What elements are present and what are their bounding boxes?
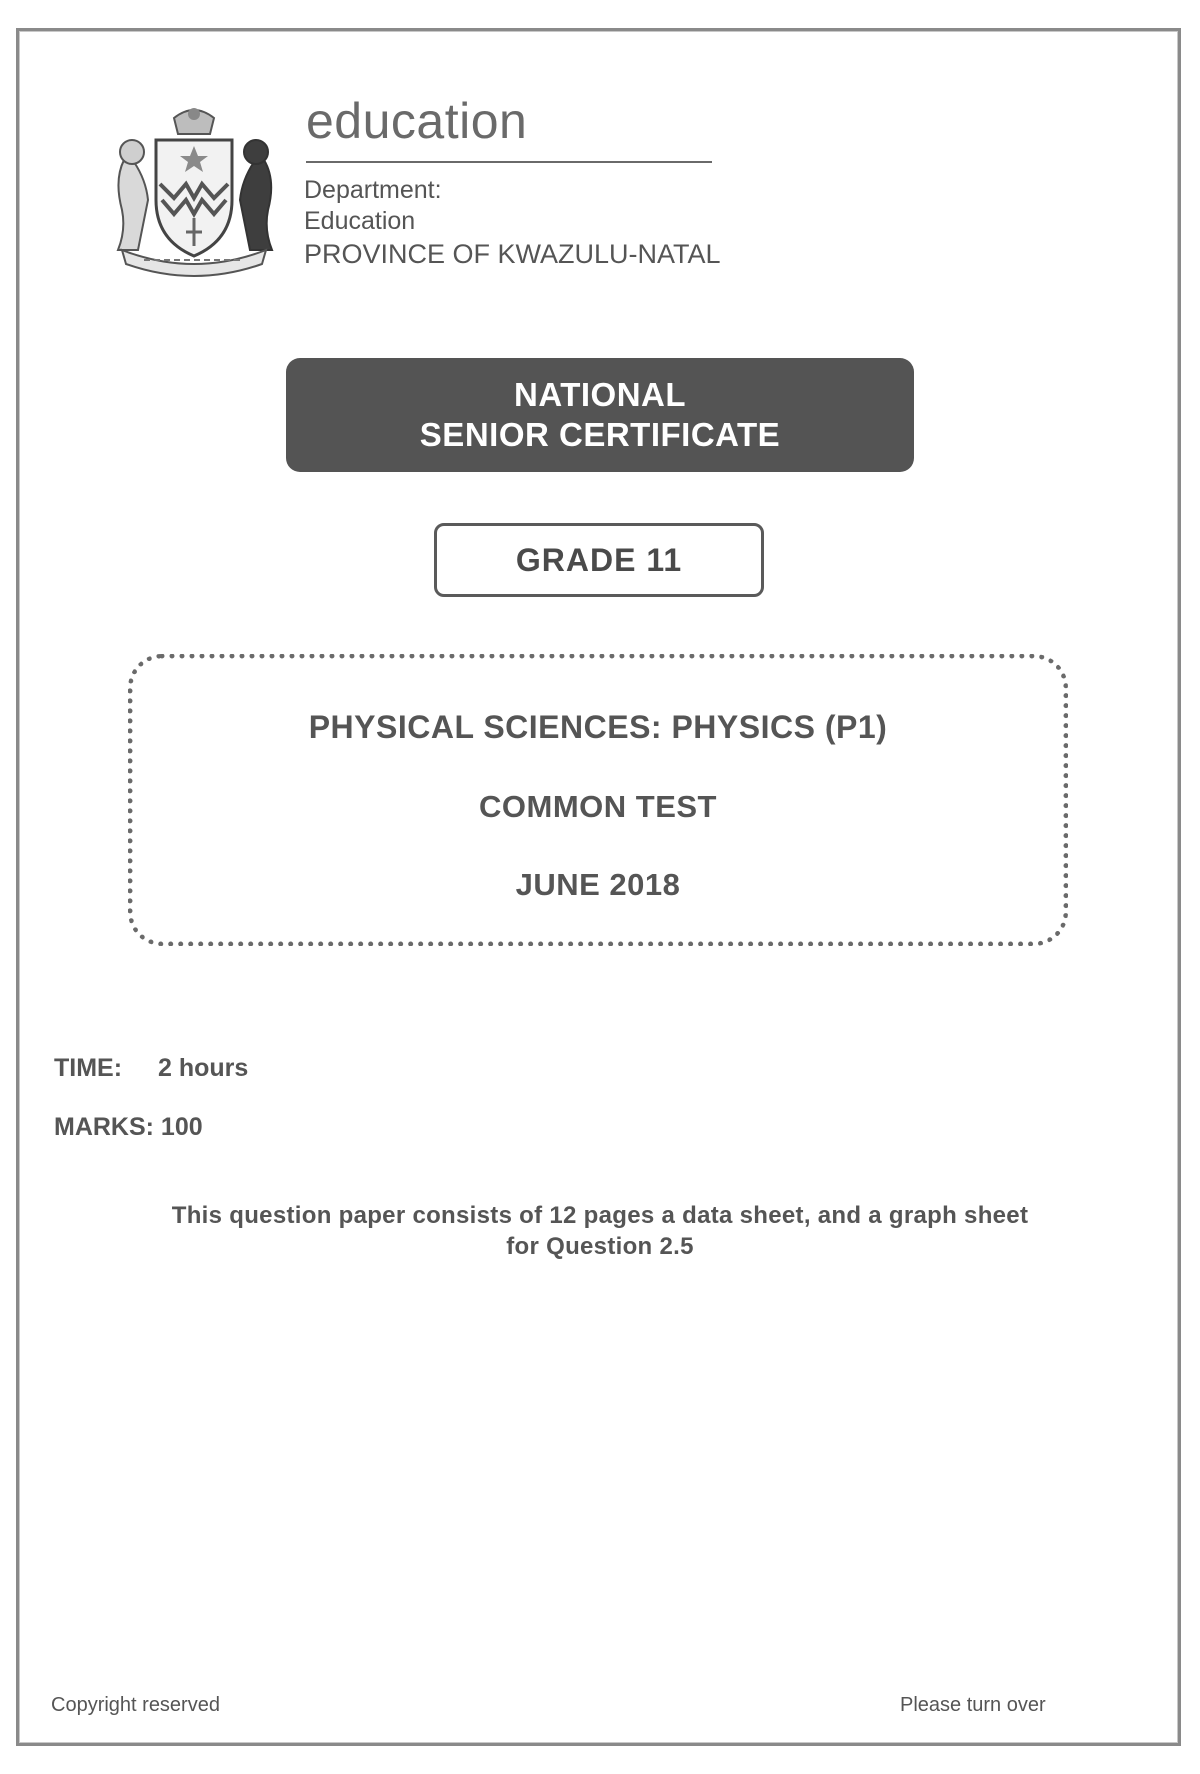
banner-line-national: NATIONAL [513,376,687,413]
education-wordmark: education [306,93,528,149]
nsc-banner [286,358,914,472]
subject-title: PHYSICAL SCIENCES: PHYSICS (P1) [308,709,888,745]
province-name: PROVINCE OF KWAZULU-NATAL [304,239,721,269]
subject-box [128,654,1068,946]
time-row [54,1054,249,1083]
exam-date: JUNE 2018 [515,867,681,902]
footer-copyright: Copyright reserved [51,1694,220,1716]
wordmark-divider [306,161,712,163]
paper-note-line-2: for Question 2.5 [506,1233,694,1260]
paper-note [120,1200,1080,1262]
department-label: Department: [304,176,442,204]
footer-turn-over: Please turn over [900,1694,1046,1716]
time-value: 2 hours [158,1054,249,1082]
paper-note-line-1: This question paper consists of 12 pages a data sheet, and a graph sheet [171,1202,1029,1229]
marks-row: MARKS: 100 [54,1113,203,1141]
test-type: COMMON TEST [479,789,717,824]
grade-box: GRADE 11 [434,523,764,597]
coat-of-arms-logo [104,100,284,278]
banner-line-senior-certificate: SENIOR CERTIFICATE [419,416,781,453]
time-label: TIME: [54,1054,123,1082]
department-name: Education [304,207,416,235]
